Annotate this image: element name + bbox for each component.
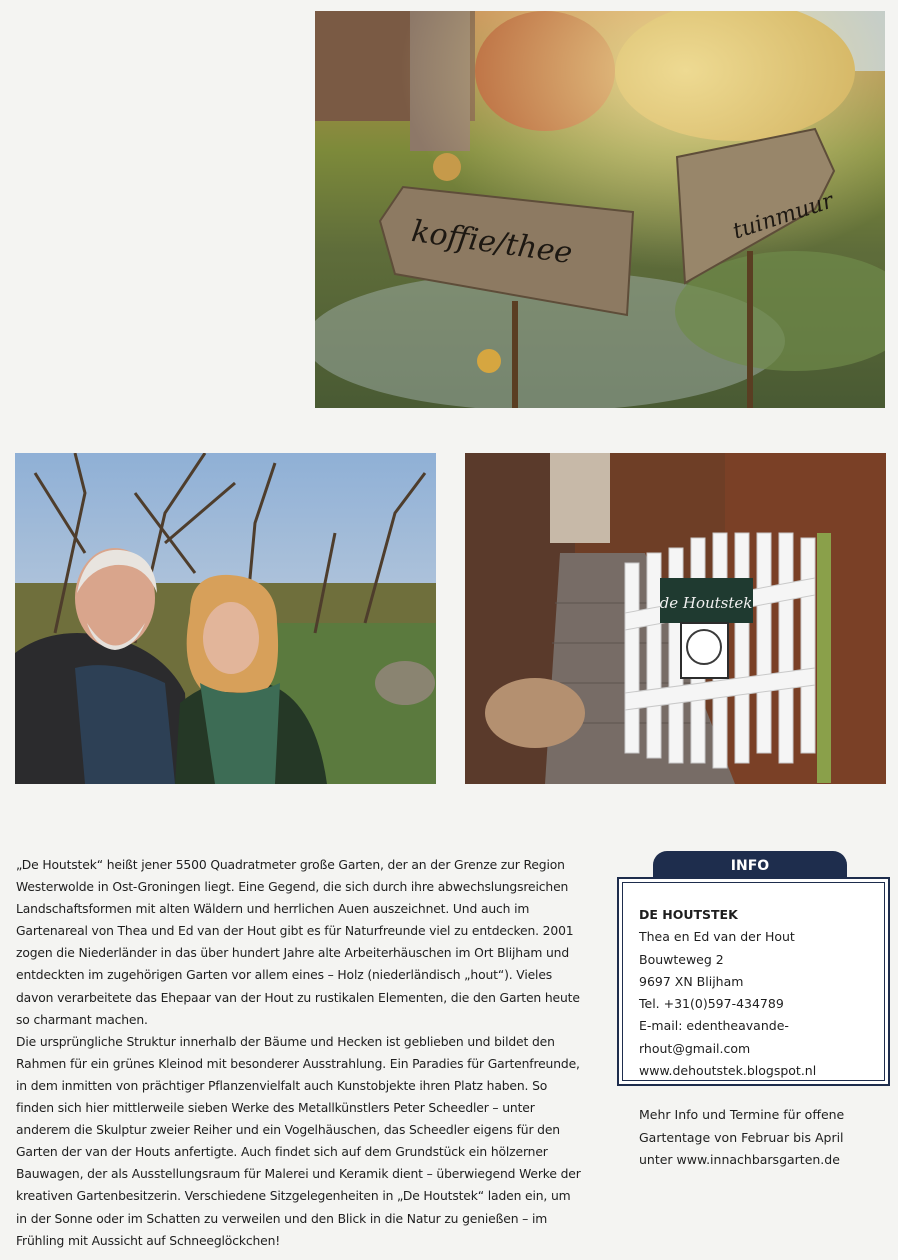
couple-portrait-photo (15, 453, 436, 784)
info-website: www.dehoutstek.blogspot.nl (639, 1063, 817, 1079)
info-more-line-3: unter www.innachbarsgarten.de (639, 1151, 840, 1167)
info-heading: INFO (653, 851, 847, 881)
sign-tuinmuur: tuinmuur (729, 188, 837, 245)
gate-sign-de-houtstek: de Houtstek (659, 594, 753, 612)
info-more-line-2: Gartentage von Februar bis April (639, 1129, 844, 1145)
info-box (617, 877, 890, 1167)
info-contact-names: Thea en Ed van der Hout (639, 929, 795, 945)
article-paragraph: Die ursprüngliche Struktur innerhalb der Bäume und Hecken ist geblieben und bildet den Rahmen für ein grünes Kleinod mit besonderer Ausstrahlung. Ein Paradies für Gartenfreunde, in dem inmitten von prächtiger Pflanzenvielfalt auch Kunstobjekte ihren Platz haben. So finden sich hier mittlerweile sieben Werke des Metallkünstlers Peter Scheedler – unter anderem die Skulptur zweier Reiher und ein Vogelhäuschen, das Scheedler eigens für den Garten der van der Houts anfertigte. Auch findet sich auf dem Grundstück ein hölzerner Bauwagen, der als Ausstellungsraum für Malerei und Keramik dient – überwiegend Werke der kreativen Gartenbesitzerin. Verschiedene Sitzgelegenheiten in „De Houtstek“ laden ein, um in der Sonne oder im Schatten zu verweilen und den Blick in die Natur zu genießen – im Frühling mit Aussicht auf Schneeglöckchen! (16, 1034, 581, 1248)
garden-signs-photo (315, 11, 885, 408)
garden-gate-photo (465, 453, 886, 784)
info-street: Bouwteweg 2 (639, 951, 724, 967)
info-phone: Tel. +31(0)597-434789 (639, 996, 784, 1012)
article-text (16, 854, 584, 1252)
info-city: 9697 XN Blijham (639, 973, 744, 989)
info-email-line-2: rhout@gmail.com (639, 1040, 751, 1056)
info-email-line-1: E-mail: edentheavande- (639, 1018, 789, 1034)
info-more-line-1: Mehr Info und Termine für offene (639, 1107, 845, 1123)
article-paragraph: „De Houtstek“ heißt jener 5500 Quadratmeter große Garten, der an der Grenze zur Region Westerwolde in Ost-Groningen liegt. Eine Gegend, die sich durch ihre abwechslungsreichen Landschaftsformen mit alten Wäldern und herrlichen Auen auszeichnet. Und auch im Gartenareal von Thea und Ed van der Hout gibt es für Naturfreunde viel zu entdecken. 2001 zogen die Niederländer in das über hundert Jahre alte Arbeiterhäuschen im Ort Blijham und entdeckten im zugehörigen Garten vor allem eines – Holz (niederländisch „hout“). Vieles davon verarbeitete das Ehepaar van der Hout zu rustikalen Elementen, die den Garten heute so charmant machen. (16, 858, 580, 1027)
info-title: DE HOUTSTEK (639, 907, 738, 922)
sign-koffie-thee: koffie/thee (409, 214, 575, 272)
